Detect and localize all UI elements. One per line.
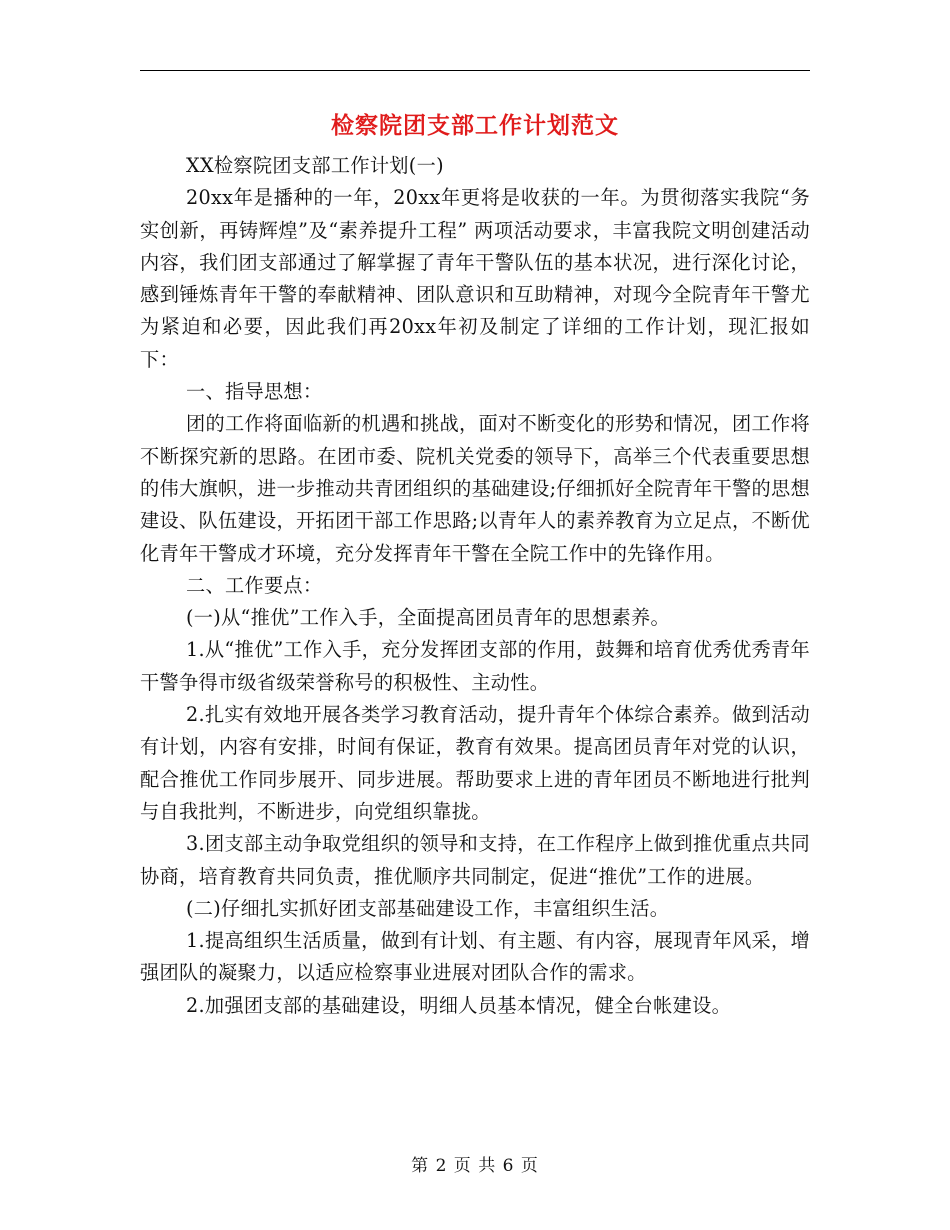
section-heading-guiding-ideology: 一、指导思想： [186,380,323,404]
header-rule [140,70,810,71]
paragraph-intro: 20xx年是播种的一年，20xx年更将是收获的一年。为贯彻落实我院“务实创新，再铸辉煌”及“素养提升工程” 两项活动要求，丰富我院文明创建活动内容，我们团支部通过了解掌握了青年干警队伍的基本状况，进行深化讨论，感到锤炼青年干警的奉献精神、团队意识和互助精神，对现今全院青年干警尤为紧迫和必要，因此我们再20xx年初及制定了详细的工作计划，现汇报如下： [140,186,810,371]
document-title: 检察院团支部工作计划范文 [331,112,619,139]
section-heading-work-points: 二、工作要点： [186,573,323,597]
subsection-heading-2: (二)仔细扎实抓好团支部基础建设工作，丰富组织生活。 [186,896,670,920]
list-item: 1.从“推优”工作入手，充分发挥团支部的作用，鼓舞和培育优秀优秀青年干警争得市级省级荣誉称号的积极性、主动性。 [140,638,810,694]
subsection-heading-1: (一)从“推优”工作入手，全面提高团员青年的思想素养。 [186,606,671,630]
list-item: 2.扎实有效地开展各类学习教育活动，提升青年个体综合素养。做到活动有计划，内容有安排，时间有保证，教育有效果。提高团员青年对党的认识，配合推优工作同步展开、同步进展。帮助要求上进的青年团员不断地进行批判与自我批判，不断进步，向党组织靠拢。 [140,703,810,823]
page-number-label: 第 2 页 共 6 页 [411,1156,539,1176]
list-item: 3.团支部主动争取党组织的领导和支持，在工作程序上做到推优重点共同协商，培育教育共同负责，推优顺序共同制定，促进“推优”工作的进展。 [140,832,810,888]
page-footer [0,1154,950,1178]
document-body [140,150,810,1022]
list-item: 1.提高组织生活质量，做到有计划、有主题、有内容，展现青年风采，增强团队的凝聚力，以适应检察事业进展对团队合作的需求。 [140,929,810,985]
paragraph-guiding-ideology: 团的工作将面临新的机遇和挑战，面对不断变化的形势和情况，团工作将不断探究新的思路。在团市委、院机关党委的领导下，高举三个代表重要思想的伟大旗帜，进一步推动共青团组织的基础建设;仔细抓好全院青年干警的思想建设、队伍建设，开拓团干部工作思路;以青年人的素养教育为立足点，不断优化青年干警成才环境，充分发挥青年干警在全院工作中的先锋作用。 [140,412,810,565]
paragraph-subtitle: XX检察院团支部工作计划(一) [186,154,444,177]
list-item: 2.加强团支部的基础建设，明细人员基本情况，健全台帐建设。 [186,993,732,1017]
